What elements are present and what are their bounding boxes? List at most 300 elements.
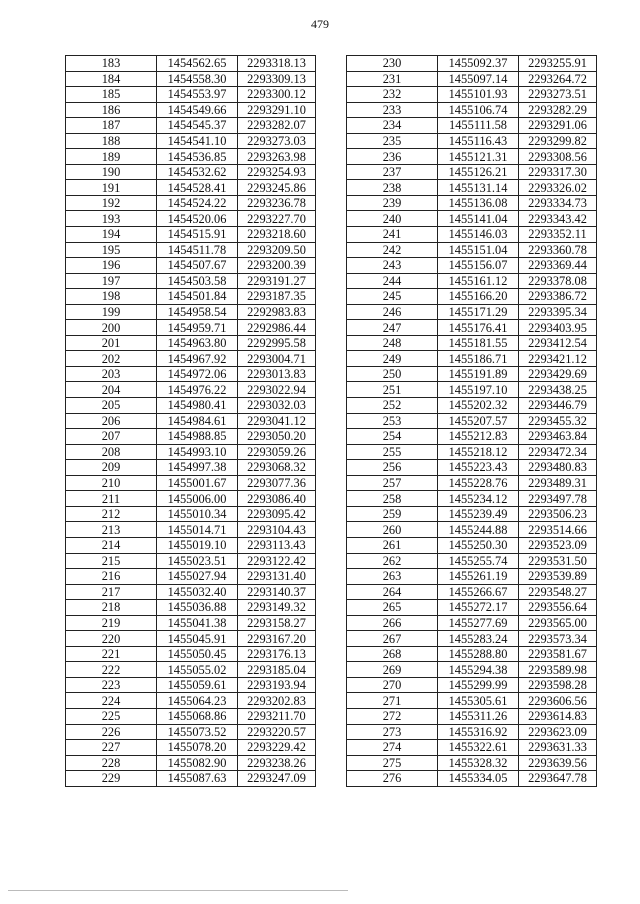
point-number-cell: 244 [347,273,438,289]
x-coordinate-cell: 1455223.43 [438,460,519,476]
x-coordinate-cell: 1455068.86 [157,708,238,724]
point-number-cell: 193 [66,211,157,227]
point-number-cell: 216 [66,569,157,585]
point-number-cell: 248 [347,335,438,351]
y-coordinate-cell: 2292986.44 [238,320,316,336]
y-coordinate-cell: 2293403.95 [519,320,597,336]
table-row [66,242,316,258]
point-number-cell: 186 [66,102,157,118]
point-number-cell: 207 [66,429,157,445]
x-coordinate-cell: 1454511.78 [157,242,238,258]
table-row [347,133,597,149]
y-coordinate-cell: 2293386.72 [519,289,597,305]
y-coordinate-cell: 2293122.42 [238,553,316,569]
point-number-cell: 224 [66,693,157,709]
y-coordinate-cell: 2293004.71 [238,351,316,367]
y-coordinate-cell: 2293446.79 [519,398,597,414]
y-coordinate-cell: 2293573.34 [519,631,597,647]
point-number-cell: 258 [347,491,438,507]
point-number-cell: 225 [66,708,157,724]
table-row [347,708,597,724]
y-coordinate-cell: 2293247.09 [238,771,316,787]
y-coordinate-cell: 2293187.35 [238,289,316,305]
point-number-cell: 267 [347,631,438,647]
point-number-cell: 199 [66,304,157,320]
table-row [347,149,597,165]
y-coordinate-cell: 2293149.32 [238,600,316,616]
x-coordinate-cell: 1454545.37 [157,118,238,134]
table-row [347,118,597,134]
x-coordinate-cell: 1455001.67 [157,475,238,491]
table-row [347,491,597,507]
table-row [347,740,597,756]
point-number-cell: 195 [66,242,157,258]
point-number-cell: 268 [347,646,438,662]
point-number-cell: 243 [347,258,438,274]
x-coordinate-cell: 1454553.97 [157,87,238,103]
x-coordinate-cell: 1455266.67 [438,584,519,600]
table-row [347,429,597,445]
x-coordinate-cell: 1455082.90 [157,755,238,771]
y-coordinate-cell: 2293140.37 [238,584,316,600]
y-coordinate-cell: 2293245.86 [238,180,316,196]
y-coordinate-cell: 2293326.02 [519,180,597,196]
y-coordinate-cell: 2293309.13 [238,71,316,87]
x-coordinate-cell: 1454562.65 [157,56,238,72]
y-coordinate-cell: 2293238.26 [238,755,316,771]
y-coordinate-cell: 2293531.50 [519,553,597,569]
table-row [66,460,316,476]
table-row [66,71,316,87]
x-coordinate-cell: 1454963.80 [157,335,238,351]
table-row [66,491,316,507]
table-row [66,646,316,662]
point-number-cell: 270 [347,677,438,693]
x-coordinate-cell: 1454967.92 [157,351,238,367]
x-coordinate-cell: 1454980.41 [157,398,238,414]
y-coordinate-cell: 2293059.26 [238,444,316,460]
table-row [66,382,316,398]
y-coordinate-cell: 2293227.70 [238,211,316,227]
y-coordinate-cell: 2293539.89 [519,569,597,585]
point-number-cell: 210 [66,475,157,491]
x-coordinate-cell: 1454976.22 [157,382,238,398]
x-coordinate-cell: 1455032.40 [157,584,238,600]
x-coordinate-cell: 1455097.14 [438,71,519,87]
y-coordinate-cell: 2293614.83 [519,708,597,724]
y-coordinate-cell: 2293623.09 [519,724,597,740]
x-coordinate-cell: 1454984.61 [157,413,238,429]
point-number-cell: 187 [66,118,157,134]
point-number-cell: 206 [66,413,157,429]
x-coordinate-cell: 1455045.91 [157,631,238,647]
point-number-cell: 228 [66,755,157,771]
y-coordinate-cell: 2293514.66 [519,522,597,538]
x-coordinate-cell: 1454972.06 [157,366,238,382]
point-number-cell: 190 [66,164,157,180]
table-row [347,475,597,491]
table-row [66,87,316,103]
x-coordinate-cell: 1455239.49 [438,506,519,522]
x-coordinate-cell: 1455212.83 [438,429,519,445]
x-coordinate-cell: 1455218.12 [438,444,519,460]
y-coordinate-cell: 2293167.20 [238,631,316,647]
table-row [66,708,316,724]
y-coordinate-cell: 2293556.64 [519,600,597,616]
y-coordinate-cell: 2293254.93 [238,164,316,180]
y-coordinate-cell: 2293429.69 [519,366,597,382]
x-coordinate-cell: 1455311.26 [438,708,519,724]
y-coordinate-cell: 2293273.03 [238,133,316,149]
y-coordinate-cell: 2293202.83 [238,693,316,709]
x-coordinate-cell: 1455141.04 [438,211,519,227]
point-number-cell: 222 [66,662,157,678]
y-coordinate-cell: 2293077.36 [238,475,316,491]
y-coordinate-cell: 2293220.57 [238,724,316,740]
x-coordinate-cell: 1454541.10 [157,133,238,149]
point-number-cell: 184 [66,71,157,87]
x-coordinate-cell: 1454549.66 [157,102,238,118]
y-coordinate-cell: 2293193.94 [238,677,316,693]
point-number-cell: 204 [66,382,157,398]
y-coordinate-cell: 2293158.27 [238,615,316,631]
y-coordinate-cell: 2293041.12 [238,413,316,429]
x-coordinate-cell: 1455041.38 [157,615,238,631]
table-row [66,398,316,414]
y-coordinate-cell: 2293086.40 [238,491,316,507]
y-coordinate-cell: 2293581.67 [519,646,597,662]
y-coordinate-cell: 2293606.56 [519,693,597,709]
x-coordinate-cell: 1455146.03 [438,227,519,243]
point-number-cell: 208 [66,444,157,460]
x-coordinate-cell: 1455116.43 [438,133,519,149]
table-row [347,615,597,631]
table-row [347,398,597,414]
x-coordinate-cell: 1455166.20 [438,289,519,305]
x-coordinate-cell: 1455255.74 [438,553,519,569]
y-coordinate-cell: 2293211.70 [238,708,316,724]
x-coordinate-cell: 1455202.32 [438,398,519,414]
y-coordinate-cell: 2293639.56 [519,755,597,771]
point-number-cell: 234 [347,118,438,134]
point-number-cell: 194 [66,227,157,243]
point-number-cell: 227 [66,740,157,756]
y-coordinate-cell: 2293282.07 [238,118,316,134]
point-number-cell: 213 [66,522,157,538]
x-coordinate-cell: 1455234.12 [438,491,519,507]
x-coordinate-cell: 1455228.76 [438,475,519,491]
point-number-cell: 237 [347,164,438,180]
x-coordinate-cell: 1455305.61 [438,693,519,709]
y-coordinate-cell: 2293191.27 [238,273,316,289]
point-number-cell: 231 [347,71,438,87]
y-coordinate-cell: 2293334.73 [519,195,597,211]
x-coordinate-cell: 1455019.10 [157,537,238,553]
y-coordinate-cell: 2293185.04 [238,662,316,678]
y-coordinate-cell: 2293523.09 [519,537,597,553]
y-coordinate-cell: 2293631.33 [519,740,597,756]
y-coordinate-cell: 2293032.03 [238,398,316,414]
point-number-cell: 261 [347,537,438,553]
point-number-cell: 192 [66,195,157,211]
y-coordinate-cell: 2292995.58 [238,335,316,351]
point-number-cell: 202 [66,351,157,367]
x-coordinate-cell: 1454503.58 [157,273,238,289]
y-coordinate-cell: 2293255.91 [519,56,597,72]
table-row [347,506,597,522]
x-coordinate-cell: 1455334.05 [438,771,519,787]
table-row [66,304,316,320]
point-number-cell: 250 [347,366,438,382]
point-number-cell: 245 [347,289,438,305]
point-number-cell: 198 [66,289,157,305]
y-coordinate-cell: 2293218.60 [238,227,316,243]
point-number-cell: 197 [66,273,157,289]
x-coordinate-cell: 1454993.10 [157,444,238,460]
table-row [66,724,316,740]
x-coordinate-cell: 1455288.80 [438,646,519,662]
y-coordinate-cell: 2293317.30 [519,164,597,180]
point-number-cell: 262 [347,553,438,569]
point-number-cell: 218 [66,600,157,616]
x-coordinate-cell: 1455156.07 [438,258,519,274]
x-coordinate-cell: 1455277.69 [438,615,519,631]
y-coordinate-cell: 2293068.32 [238,460,316,476]
table-row [66,600,316,616]
y-coordinate-cell: 2293209.50 [238,242,316,258]
y-coordinate-cell: 2293291.10 [238,102,316,118]
table-row [347,180,597,196]
table-row [66,227,316,243]
table-row [66,164,316,180]
table-row [66,677,316,693]
point-number-cell: 200 [66,320,157,336]
x-coordinate-cell: 1455316.92 [438,724,519,740]
x-coordinate-cell: 1455111.58 [438,118,519,134]
x-coordinate-cell: 1455207.57 [438,413,519,429]
point-number-cell: 236 [347,149,438,165]
table-row [347,677,597,693]
x-coordinate-cell: 1454520.06 [157,211,238,227]
point-number-cell: 191 [66,180,157,196]
point-number-cell: 269 [347,662,438,678]
point-number-cell: 212 [66,506,157,522]
point-number-cell: 272 [347,708,438,724]
x-coordinate-cell: 1455014.71 [157,522,238,538]
point-number-cell: 251 [347,382,438,398]
x-coordinate-cell: 1455023.51 [157,553,238,569]
table-row [347,273,597,289]
point-number-cell: 214 [66,537,157,553]
table-row [66,631,316,647]
y-coordinate-cell: 2293095.42 [238,506,316,522]
point-number-cell: 217 [66,584,157,600]
table-row [347,724,597,740]
table-row [347,631,597,647]
x-coordinate-cell: 1455197.10 [438,382,519,398]
table-row [66,771,316,787]
y-coordinate-cell: 2293273.51 [519,87,597,103]
x-coordinate-cell: 1454959.71 [157,320,238,336]
table-row [66,180,316,196]
table-row [66,584,316,600]
y-coordinate-cell: 2293548.27 [519,584,597,600]
x-coordinate-cell: 1455064.23 [157,693,238,709]
point-number-cell: 275 [347,755,438,771]
table-row [66,693,316,709]
x-coordinate-cell: 1455059.61 [157,677,238,693]
x-coordinate-cell: 1455055.02 [157,662,238,678]
point-number-cell: 205 [66,398,157,414]
table-row [66,320,316,336]
table-row [347,413,597,429]
x-coordinate-cell: 1454524.22 [157,195,238,211]
table-row [347,584,597,600]
table-row [66,522,316,538]
table-row [347,351,597,367]
table-row [66,195,316,211]
y-coordinate-cell: 2293013.83 [238,366,316,382]
x-coordinate-cell: 1455036.88 [157,600,238,616]
y-coordinate-cell: 2293480.83 [519,460,597,476]
point-number-cell: 252 [347,398,438,414]
table-row [66,211,316,227]
y-coordinate-cell: 2293022.94 [238,382,316,398]
x-coordinate-cell: 1454997.38 [157,460,238,476]
point-number-cell: 232 [347,87,438,103]
table-row [347,164,597,180]
point-number-cell: 203 [66,366,157,382]
table-row [347,71,597,87]
table-row [347,460,597,476]
y-coordinate-cell: 2293200.39 [238,258,316,274]
point-number-cell: 188 [66,133,157,149]
table-row [66,755,316,771]
x-coordinate-cell: 1455073.52 [157,724,238,740]
x-coordinate-cell: 1455078.20 [157,740,238,756]
table-row [347,755,597,771]
point-number-cell: 242 [347,242,438,258]
point-number-cell: 219 [66,615,157,631]
table-row [66,289,316,305]
x-coordinate-cell: 1454528.41 [157,180,238,196]
x-coordinate-cell: 1455261.19 [438,569,519,585]
point-number-cell: 246 [347,304,438,320]
table-row [66,662,316,678]
table-row [347,227,597,243]
y-coordinate-cell: 2293472.34 [519,444,597,460]
x-coordinate-cell: 1455322.61 [438,740,519,756]
table-row [66,413,316,429]
table-row [66,133,316,149]
table-row [66,56,316,72]
table-row [66,475,316,491]
x-coordinate-cell: 1454558.30 [157,71,238,87]
y-coordinate-cell: 2293263.98 [238,149,316,165]
y-coordinate-cell: 2293291.06 [519,118,597,134]
point-number-cell: 229 [66,771,157,787]
y-coordinate-cell: 2293343.42 [519,211,597,227]
point-number-cell: 239 [347,195,438,211]
x-coordinate-cell: 1455087.63 [157,771,238,787]
point-number-cell: 238 [347,180,438,196]
table-row [347,366,597,382]
x-coordinate-cell: 1454988.85 [157,429,238,445]
point-number-cell: 247 [347,320,438,336]
x-coordinate-cell: 1455050.45 [157,646,238,662]
point-number-cell: 189 [66,149,157,165]
y-coordinate-cell: 2293176.13 [238,646,316,662]
x-coordinate-cell: 1455010.34 [157,506,238,522]
point-number-cell: 253 [347,413,438,429]
y-coordinate-cell: 2293282.29 [519,102,597,118]
x-coordinate-cell: 1454515.91 [157,227,238,243]
table-row [347,569,597,585]
table-row [66,615,316,631]
table-row [347,335,597,351]
x-coordinate-cell: 1455136.08 [438,195,519,211]
y-coordinate-cell: 2293598.28 [519,677,597,693]
table-row [347,662,597,678]
point-number-cell: 254 [347,429,438,445]
y-coordinate-cell: 2293421.12 [519,351,597,367]
point-number-cell: 215 [66,553,157,569]
x-coordinate-cell: 1455006.00 [157,491,238,507]
table-row [66,553,316,569]
table-row [66,351,316,367]
y-coordinate-cell: 2293299.82 [519,133,597,149]
y-coordinate-cell: 2292983.83 [238,304,316,320]
point-number-cell: 249 [347,351,438,367]
y-coordinate-cell: 2293497.78 [519,491,597,507]
x-coordinate-cell: 1454501.84 [157,289,238,305]
x-coordinate-cell: 1455283.24 [438,631,519,647]
table-row [347,382,597,398]
table-row [347,56,597,72]
table-row [66,273,316,289]
x-coordinate-cell: 1455126.21 [438,164,519,180]
table-row [66,118,316,134]
table-row [347,553,597,569]
y-coordinate-cell: 2293412.54 [519,335,597,351]
table-row [347,258,597,274]
table-row [347,289,597,305]
y-coordinate-cell: 2293489.31 [519,475,597,491]
point-number-cell: 273 [347,724,438,740]
table-row [66,258,316,274]
point-number-cell: 266 [347,615,438,631]
point-number-cell: 255 [347,444,438,460]
x-coordinate-cell: 1455161.12 [438,273,519,289]
table-row [66,149,316,165]
point-number-cell: 260 [347,522,438,538]
table-row [66,569,316,585]
x-coordinate-cell: 1455186.71 [438,351,519,367]
y-coordinate-cell: 2293360.78 [519,242,597,258]
point-number-cell: 185 [66,87,157,103]
table-row [347,693,597,709]
table-row [347,211,597,227]
table-row [66,366,316,382]
x-coordinate-cell: 1455171.29 [438,304,519,320]
y-coordinate-cell: 2293463.84 [519,429,597,445]
y-coordinate-cell: 2293050.20 [238,429,316,445]
y-coordinate-cell: 2293236.78 [238,195,316,211]
x-coordinate-cell: 1455328.32 [438,755,519,771]
x-coordinate-cell: 1454958.54 [157,304,238,320]
x-coordinate-cell: 1454532.62 [157,164,238,180]
table-row [66,740,316,756]
